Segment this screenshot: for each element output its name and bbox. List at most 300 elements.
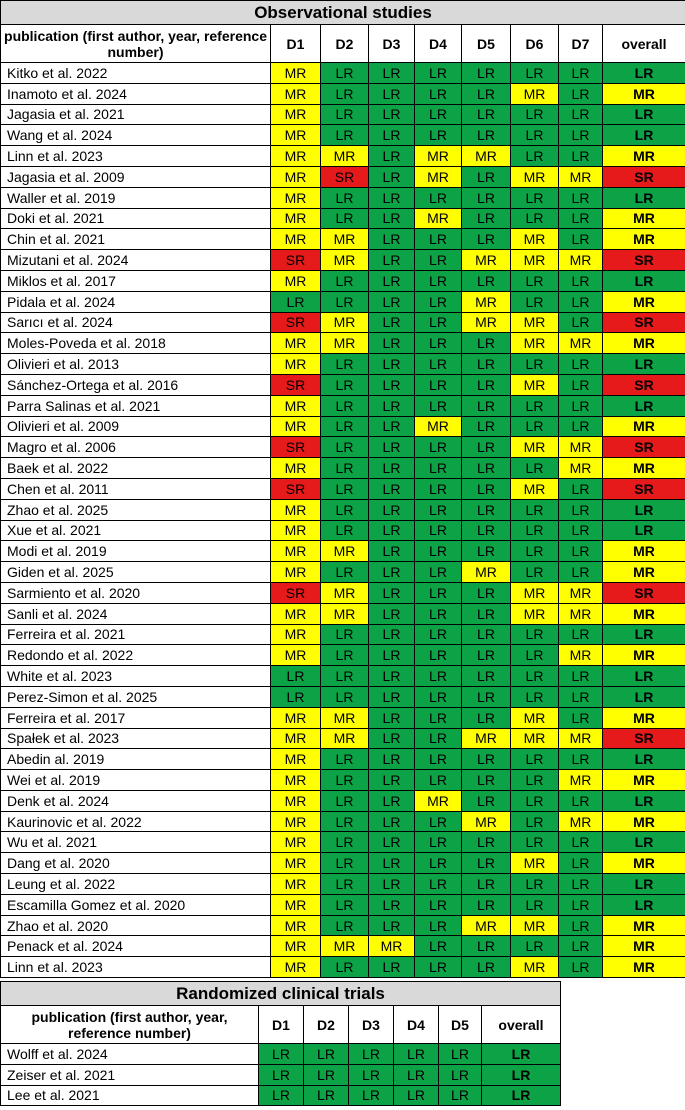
risk-cell-d3: LR [369, 874, 415, 895]
domain-header-d6: D6 [511, 25, 559, 63]
risk-cell-d5: LR [462, 624, 511, 645]
overall-risk-cell: LR [482, 1064, 561, 1085]
risk-cell-d4: LR [415, 832, 462, 853]
risk-cell-d2: LR [321, 645, 369, 666]
risk-cell-d7: LR [559, 291, 603, 312]
risk-cell-d2: LR [321, 187, 369, 208]
risk-cell-d5: LR [462, 541, 511, 562]
overall-risk-cell: LR [603, 666, 685, 687]
risk-cell-d4: LR [415, 686, 462, 707]
risk-cell-d5: LR [462, 333, 511, 354]
risk-cell-d4: LR [415, 437, 462, 458]
risk-cell-d6: MR [511, 478, 559, 499]
risk-cell-d1: MR [271, 645, 321, 666]
publication-cell: Wolff et al. 2024 [1, 1044, 259, 1065]
risk-cell-d6: LR [511, 770, 559, 791]
risk-cell-d5: LR [462, 666, 511, 687]
risk-cell-d3: LR [369, 811, 415, 832]
overall-risk-cell: MR [603, 645, 685, 666]
domain-header-d4: D4 [415, 25, 462, 63]
risk-cell-d1: MR [271, 874, 321, 895]
risk-cell-d2: LR [321, 562, 369, 583]
risk-cell-d7: LR [559, 499, 603, 520]
risk-cell-d5: LR [462, 874, 511, 895]
risk-cell-d7: LR [559, 208, 603, 229]
risk-cell-d4: LR [415, 666, 462, 687]
risk-cell-d4: LR [415, 770, 462, 791]
risk-cell-d5: LR [462, 707, 511, 728]
risk-cell-d1: MR [271, 333, 321, 354]
overall-risk-cell: LR [603, 624, 685, 645]
risk-cell-d4: MR [415, 416, 462, 437]
risk-cell-d6: LR [511, 541, 559, 562]
overall-risk-cell: LR [603, 125, 685, 146]
table-row [1, 562, 685, 583]
overall-risk-cell: MR [603, 603, 685, 624]
risk-cell-d3: LR [369, 520, 415, 541]
risk-cell-d6: LR [511, 416, 559, 437]
risk-cell-d3: LR [369, 416, 415, 437]
risk-cell-d2: LR [321, 83, 369, 104]
risk-cell-d1: MR [271, 146, 321, 167]
risk-cell-d2: MR [321, 541, 369, 562]
risk-cell-d2: LR [321, 957, 369, 978]
table-row [1, 270, 685, 291]
risk-cell-d6: MR [511, 957, 559, 978]
publication-cell: Modi et al. 2019 [1, 541, 271, 562]
risk-cell-d5: LR [462, 166, 511, 187]
table-row [1, 250, 685, 271]
risk-cell-d6: LR [511, 270, 559, 291]
risk-cell-d5: MR [462, 312, 511, 333]
overall-risk-cell: MR [603, 915, 685, 936]
rct-title: Randomized clinical trials [1, 982, 561, 1006]
publication-cell: Doki et al. 2021 [1, 208, 271, 229]
risk-cell-d4: MR [415, 166, 462, 187]
risk-cell-d7: LR [559, 104, 603, 125]
publication-cell: Jagasia et al. 2021 [1, 104, 271, 125]
table-row [1, 624, 685, 645]
overall-risk-cell: LR [603, 395, 685, 416]
overall-risk-cell: MR [603, 957, 685, 978]
table-row [1, 374, 685, 395]
publication-cell: Sanli et al. 2024 [1, 603, 271, 624]
risk-cell-d1: MR [271, 770, 321, 791]
risk-cell-d5: LR [462, 936, 511, 957]
risk-cell-d4: LR [415, 458, 462, 479]
table-row [1, 291, 685, 312]
risk-cell-d6: LR [511, 499, 559, 520]
overall-risk-cell: SR [603, 582, 685, 603]
risk-cell-d5: MR [462, 811, 511, 832]
risk-cell-d3: MR [369, 936, 415, 957]
risk-cell-d3: LR [369, 624, 415, 645]
risk-cell-d1: MR [271, 354, 321, 375]
risk-cell-d3: LR [369, 728, 415, 749]
risk-cell-d1: MR [271, 125, 321, 146]
table-row [1, 790, 685, 811]
risk-cell-d1: SR [271, 437, 321, 458]
risk-cell-d2: LR [321, 832, 369, 853]
overall-risk-cell: LR [482, 1085, 561, 1106]
publication-cell: Sarmiento et al. 2020 [1, 582, 271, 603]
overall-risk-cell: LR [482, 1044, 561, 1065]
risk-cell-d2: LR [321, 63, 369, 84]
risk-cell-d1: MR [271, 270, 321, 291]
domain-header-d1: D1 [259, 1006, 304, 1044]
overall-risk-cell: MR [603, 936, 685, 957]
risk-cell-d4: LR [415, 957, 462, 978]
publication-cell: Jagasia et al. 2009 [1, 166, 271, 187]
risk-cell-d2: LR [321, 354, 369, 375]
table-row [1, 853, 685, 874]
domain-header-d5: D5 [439, 1006, 482, 1044]
risk-cell-d4: LR [394, 1085, 439, 1106]
risk-cell-d3: LR [369, 541, 415, 562]
risk-cell-d6: LR [511, 146, 559, 167]
table-row [1, 1064, 561, 1085]
risk-cell-d3: LR [369, 250, 415, 271]
risk-cell-d3: LR [369, 354, 415, 375]
risk-cell-d5: LR [462, 374, 511, 395]
publication-cell: Zhao et al. 2020 [1, 915, 271, 936]
risk-cell-d4: LR [415, 749, 462, 770]
risk-cell-d1: SR [271, 478, 321, 499]
risk-cell-d5: LR [462, 645, 511, 666]
overall-risk-cell: MR [603, 208, 685, 229]
risk-cell-d1: MR [271, 83, 321, 104]
risk-cell-d5: LR [462, 395, 511, 416]
domain-header-d4: D4 [394, 1006, 439, 1044]
table-row [1, 707, 685, 728]
risk-cell-d5: MR [462, 562, 511, 583]
risk-cell-d7: MR [559, 250, 603, 271]
risk-cell-d2: LR [321, 125, 369, 146]
risk-cell-d3: LR [349, 1064, 394, 1085]
risk-cell-d3: LR [369, 458, 415, 479]
risk-cell-d1: LR [271, 291, 321, 312]
risk-cell-d6: MR [511, 229, 559, 250]
risk-cell-d6: MR [511, 582, 559, 603]
overall-risk-cell: MR [603, 229, 685, 250]
publication-cell: Zhao et al. 2025 [1, 499, 271, 520]
publication-cell: Miklos et al. 2017 [1, 270, 271, 291]
overall-risk-cell: LR [603, 63, 685, 84]
risk-cell-d7: LR [559, 395, 603, 416]
risk-cell-d6: LR [511, 291, 559, 312]
risk-cell-d7: LR [559, 125, 603, 146]
risk-cell-d2: LR [321, 790, 369, 811]
publication-cell: Dang et al. 2020 [1, 853, 271, 874]
overall-risk-cell: LR [603, 832, 685, 853]
risk-cell-d4: LR [415, 874, 462, 895]
publication-cell: Denk et al. 2024 [1, 790, 271, 811]
table-row [1, 1044, 561, 1065]
risk-cell-d7: MR [559, 811, 603, 832]
risk-cell-d2: LR [321, 437, 369, 458]
risk-cell-d6: LR [511, 624, 559, 645]
publication-cell: Sánchez-Ortega et al. 2016 [1, 374, 271, 395]
risk-cell-d7: MR [559, 770, 603, 791]
risk-cell-d2: MR [321, 312, 369, 333]
risk-cell-d7: MR [559, 728, 603, 749]
risk-cell-d5: LR [462, 770, 511, 791]
table-row [1, 541, 685, 562]
publication-cell: Mizutani et al. 2024 [1, 250, 271, 271]
risk-cell-d3: LR [369, 63, 415, 84]
table-row [1, 395, 685, 416]
risk-cell-d3: LR [369, 437, 415, 458]
risk-cell-d3: LR [369, 582, 415, 603]
table-row [1, 936, 685, 957]
risk-cell-d6: LR [511, 666, 559, 687]
overall-risk-cell: LR [603, 874, 685, 895]
risk-cell-d7: LR [559, 707, 603, 728]
table-row [1, 104, 685, 125]
risk-cell-d7: MR [559, 458, 603, 479]
risk-cell-d7: LR [559, 915, 603, 936]
domain-header-d7: D7 [559, 25, 603, 63]
publication-cell: Kitko et al. 2022 [1, 63, 271, 84]
risk-cell-d2: LR [321, 374, 369, 395]
risk-cell-d6: LR [511, 520, 559, 541]
overall-risk-cell: MR [603, 811, 685, 832]
table-row [1, 957, 685, 978]
risk-cell-d3: LR [369, 125, 415, 146]
publication-cell: Parra Salinas et al. 2021 [1, 395, 271, 416]
risk-cell-d1: MR [271, 104, 321, 125]
overall-risk-cell: LR [603, 520, 685, 541]
table-row [1, 208, 685, 229]
risk-cell-d2: LR [321, 624, 369, 645]
table-row [1, 437, 685, 458]
table-row [1, 63, 685, 84]
risk-cell-d7: LR [559, 936, 603, 957]
risk-cell-d7: LR [559, 874, 603, 895]
risk-cell-d1: MR [271, 853, 321, 874]
overall-risk-cell: LR [603, 354, 685, 375]
risk-cell-d1: MR [271, 229, 321, 250]
risk-cell-d5: LR [439, 1064, 482, 1085]
risk-cell-d4: MR [415, 146, 462, 167]
risk-cell-d1: LR [271, 666, 321, 687]
publication-cell: Inamoto et al. 2024 [1, 83, 271, 104]
table-row [1, 478, 685, 499]
table-row [1, 83, 685, 104]
publication-cell: Lee et al. 2021 [1, 1085, 259, 1106]
overall-risk-cell: SR [603, 437, 685, 458]
risk-cell-d4: LR [415, 83, 462, 104]
risk-cell-d2: LR [304, 1085, 349, 1106]
risk-cell-d3: LR [369, 83, 415, 104]
publication-cell: Magro et al. 2006 [1, 437, 271, 458]
risk-cell-d2: LR [321, 458, 369, 479]
overall-risk-cell: LR [603, 104, 685, 125]
risk-cell-d2: LR [321, 520, 369, 541]
risk-cell-d4: LR [415, 936, 462, 957]
overall-risk-cell: MR [603, 333, 685, 354]
risk-cell-d7: LR [559, 790, 603, 811]
risk-cell-d2: MR [321, 333, 369, 354]
publication-cell: Spałek et al. 2023 [1, 728, 271, 749]
risk-cell-d4: LR [415, 707, 462, 728]
publication-cell: Linn et al. 2023 [1, 957, 271, 978]
randomized-trials-table [0, 981, 561, 1106]
risk-cell-d6: LR [511, 894, 559, 915]
publication-cell: Leung et al. 2022 [1, 874, 271, 895]
risk-cell-d7: LR [559, 624, 603, 645]
risk-cell-d3: LR [369, 832, 415, 853]
table-row [1, 1085, 561, 1106]
risk-cell-d5: LR [462, 83, 511, 104]
risk-cell-d6: MR [511, 83, 559, 104]
risk-cell-d6: LR [511, 208, 559, 229]
overall-risk-cell: MR [603, 707, 685, 728]
risk-cell-d3: LR [369, 915, 415, 936]
overall-risk-cell: LR [603, 790, 685, 811]
publication-header: publication (first author, year, reference number) [1, 25, 271, 63]
risk-cell-d6: MR [511, 707, 559, 728]
risk-cell-d6: LR [511, 790, 559, 811]
risk-cell-d2: MR [321, 229, 369, 250]
risk-cell-d3: LR [369, 603, 415, 624]
risk-cell-d2: MR [321, 603, 369, 624]
risk-cell-d6: LR [511, 187, 559, 208]
risk-cell-d1: MR [271, 541, 321, 562]
risk-cell-d1: MR [271, 915, 321, 936]
risk-cell-d1: MR [271, 790, 321, 811]
domain-header-d2: D2 [321, 25, 369, 63]
publication-cell: Kaurinovic et al. 2022 [1, 811, 271, 832]
risk-cell-d4: LR [415, 250, 462, 271]
overall-risk-cell: SR [603, 374, 685, 395]
risk-cell-d5: LR [462, 187, 511, 208]
risk-cell-d2: LR [321, 104, 369, 125]
overall-risk-cell: SR [603, 166, 685, 187]
overall-risk-cell: SR [603, 478, 685, 499]
publication-cell: Pidala et al. 2024 [1, 291, 271, 312]
table-row [1, 603, 685, 624]
risk-cell-d7: LR [559, 666, 603, 687]
risk-cell-d2: LR [321, 770, 369, 791]
risk-cell-d6: LR [511, 63, 559, 84]
risk-cell-d1: LR [259, 1085, 304, 1106]
risk-cell-d7: LR [559, 562, 603, 583]
overall-risk-cell: SR [603, 312, 685, 333]
publication-cell: Xue et al. 2021 [1, 520, 271, 541]
risk-cell-d2: LR [321, 874, 369, 895]
risk-cell-d6: LR [511, 395, 559, 416]
risk-cell-d4: LR [415, 894, 462, 915]
risk-cell-d4: LR [415, 520, 462, 541]
risk-cell-d1: MR [271, 416, 321, 437]
risk-cell-d7: LR [559, 520, 603, 541]
risk-cell-d1: MR [271, 499, 321, 520]
publication-cell: Olivieri et al. 2009 [1, 416, 271, 437]
risk-cell-d6: MR [511, 374, 559, 395]
risk-cell-d5: LR [462, 832, 511, 853]
publication-cell: Sarıcı et al. 2024 [1, 312, 271, 333]
risk-cell-d3: LR [369, 374, 415, 395]
overall-risk-cell: LR [603, 270, 685, 291]
risk-cell-d3: LR [349, 1044, 394, 1065]
publication-cell: Redondo et al. 2022 [1, 645, 271, 666]
risk-cell-d3: LR [369, 686, 415, 707]
risk-cell-d2: LR [321, 894, 369, 915]
risk-cell-d5: MR [462, 915, 511, 936]
risk-cell-d4: LR [394, 1064, 439, 1085]
risk-cell-d2: MR [321, 728, 369, 749]
risk-cell-d3: LR [369, 229, 415, 250]
risk-cell-d3: LR [349, 1085, 394, 1106]
risk-cell-d3: LR [369, 104, 415, 125]
risk-cell-d2: LR [321, 853, 369, 874]
table-row [1, 645, 685, 666]
risk-cell-d7: LR [559, 749, 603, 770]
risk-cell-d3: LR [369, 749, 415, 770]
risk-cell-d1: MR [271, 957, 321, 978]
risk-cell-d1: MR [271, 395, 321, 416]
risk-cell-d5: LR [462, 458, 511, 479]
risk-cell-d7: LR [559, 541, 603, 562]
risk-cell-d1: MR [271, 562, 321, 583]
risk-cell-d6: MR [511, 250, 559, 271]
table-row [1, 832, 685, 853]
risk-cell-d7: MR [559, 333, 603, 354]
table-row [1, 458, 685, 479]
risk-cell-d1: MR [271, 936, 321, 957]
overall-risk-cell: MR [603, 562, 685, 583]
table-row [1, 229, 685, 250]
observational-title: Observational studies [1, 1, 685, 25]
table-row [1, 749, 685, 770]
table-row [1, 312, 685, 333]
risk-cell-d1: MR [271, 187, 321, 208]
risk-cell-d6: MR [511, 728, 559, 749]
risk-cell-d1: SR [271, 582, 321, 603]
risk-cell-d1: SR [271, 374, 321, 395]
risk-cell-d4: LR [415, 63, 462, 84]
risk-cell-d3: LR [369, 166, 415, 187]
risk-cell-d5: MR [462, 146, 511, 167]
table-row [1, 166, 685, 187]
risk-cell-d2: MR [321, 936, 369, 957]
risk-cell-d2: LR [321, 270, 369, 291]
risk-cell-d4: LR [415, 624, 462, 645]
table-row [1, 728, 685, 749]
publication-cell: Waller et al. 2019 [1, 187, 271, 208]
risk-cell-d7: MR [559, 645, 603, 666]
overall-risk-cell: LR [603, 686, 685, 707]
table-row [1, 354, 685, 375]
risk-cell-d5: LR [462, 416, 511, 437]
risk-cell-d6: LR [511, 832, 559, 853]
risk-cell-d4: LR [415, 333, 462, 354]
risk-cell-d3: LR [369, 645, 415, 666]
risk-cell-d6: MR [511, 853, 559, 874]
table-row [1, 582, 685, 603]
publication-cell: Wei et al. 2019 [1, 770, 271, 791]
risk-cell-d6: LR [511, 874, 559, 895]
risk-cell-d2: MR [321, 146, 369, 167]
risk-cell-d5: LR [462, 894, 511, 915]
risk-cell-d4: LR [415, 312, 462, 333]
risk-cell-d7: MR [559, 582, 603, 603]
risk-cell-d5: LR [462, 63, 511, 84]
risk-cell-d4: LR [415, 811, 462, 832]
risk-cell-d6: MR [511, 166, 559, 187]
risk-cell-d4: LR [415, 562, 462, 583]
